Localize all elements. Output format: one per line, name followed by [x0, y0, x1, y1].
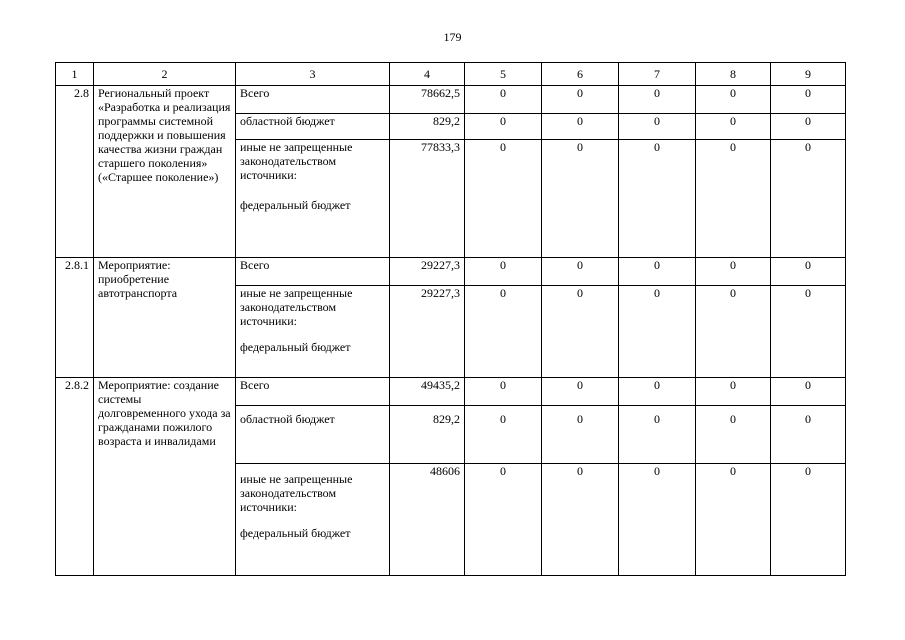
zero-cell: 0 [465, 114, 542, 140]
zero-cell: 0 [542, 114, 619, 140]
zero-cell: 0 [619, 406, 696, 464]
row-number: 2.8.1 [56, 258, 94, 378]
zero-cell: 0 [542, 86, 619, 114]
source-note: иные не запрещенные законодательством источники: [240, 472, 353, 514]
source-name: федеральный бюджет [240, 526, 351, 540]
source-note: иные не запрещенные законодательством источники: [240, 286, 353, 328]
zero-cell: 0 [619, 258, 696, 286]
source-cell: Всего [236, 378, 390, 406]
budget-table [55, 62, 846, 576]
table-row [56, 86, 846, 114]
value-cell: 77833,3 [390, 140, 465, 258]
zero-cell: 0 [696, 286, 771, 378]
value-cell: 48606 [390, 464, 465, 576]
zero-cell: 0 [542, 258, 619, 286]
header-cell: 6 [542, 63, 619, 86]
zero-cell: 0 [771, 464, 846, 576]
zero-cell: 0 [771, 378, 846, 406]
source-cell: Всего [236, 86, 390, 114]
header-cell: 5 [465, 63, 542, 86]
zero-cell: 0 [465, 464, 542, 576]
header-cell: 2 [94, 63, 236, 86]
header-cell: 7 [619, 63, 696, 86]
header-cell: 1 [56, 63, 94, 86]
source-cell [236, 464, 390, 576]
zero-cell: 0 [542, 286, 619, 378]
zero-cell: 0 [771, 86, 846, 114]
zero-cell: 0 [619, 378, 696, 406]
zero-cell: 0 [771, 286, 846, 378]
zero-cell: 0 [542, 406, 619, 464]
zero-cell: 0 [619, 464, 696, 576]
zero-cell: 0 [619, 114, 696, 140]
row-name: Региональный проект «Разработка и реализация программы системной поддержки и повышения качества жизни граждан старшего поколения» («Старшее поколение») [94, 86, 236, 258]
zero-cell: 0 [465, 286, 542, 378]
zero-cell: 0 [696, 140, 771, 258]
source-name: федеральный бюджет [240, 198, 351, 212]
zero-cell: 0 [465, 378, 542, 406]
zero-cell: 0 [771, 140, 846, 258]
zero-cell: 0 [771, 406, 846, 464]
zero-cell: 0 [771, 258, 846, 286]
zero-cell: 0 [771, 114, 846, 140]
row-number: 2.8 [56, 86, 94, 258]
zero-cell: 0 [465, 140, 542, 258]
header-cell: 3 [236, 63, 390, 86]
zero-cell: 0 [619, 286, 696, 378]
header-cell: 4 [390, 63, 465, 86]
source-cell: Всего [236, 258, 390, 286]
value-cell: 829,2 [390, 114, 465, 140]
value-cell: 29227,3 [390, 286, 465, 378]
table-row [56, 378, 846, 406]
header-row [56, 63, 846, 86]
value-cell: 78662,5 [390, 86, 465, 114]
zero-cell: 0 [465, 86, 542, 114]
value-cell: 829,2 [390, 406, 465, 464]
header-cell: 9 [771, 63, 846, 86]
row-name: Мероприятие: приобретение автотранспорта [94, 258, 236, 378]
zero-cell: 0 [619, 86, 696, 114]
zero-cell: 0 [696, 258, 771, 286]
source-name: федеральный бюджет [240, 340, 351, 354]
value-cell: 49435,2 [390, 378, 465, 406]
zero-cell: 0 [696, 406, 771, 464]
source-note: иные не запрещенные законодательством источники: [240, 140, 353, 182]
zero-cell: 0 [619, 140, 696, 258]
header-cell: 8 [696, 63, 771, 86]
value-cell: 29227,3 [390, 258, 465, 286]
source-cell [236, 286, 390, 378]
table-row [56, 258, 846, 286]
zero-cell: 0 [696, 86, 771, 114]
zero-cell: 0 [542, 378, 619, 406]
source-cell: областной бюджет [236, 114, 390, 140]
zero-cell: 0 [542, 464, 619, 576]
source-cell: областной бюджет [236, 406, 390, 464]
zero-cell: 0 [465, 258, 542, 286]
page-number: 179 [443, 30, 462, 44]
source-cell [236, 140, 390, 258]
zero-cell: 0 [696, 464, 771, 576]
zero-cell: 0 [542, 140, 619, 258]
row-name: Мероприятие: создание системы долговременного ухода за гражданами пожилого возраста и инвалидами [94, 378, 236, 576]
zero-cell: 0 [465, 406, 542, 464]
row-number: 2.8.2 [56, 378, 94, 576]
zero-cell: 0 [696, 378, 771, 406]
zero-cell: 0 [696, 114, 771, 140]
